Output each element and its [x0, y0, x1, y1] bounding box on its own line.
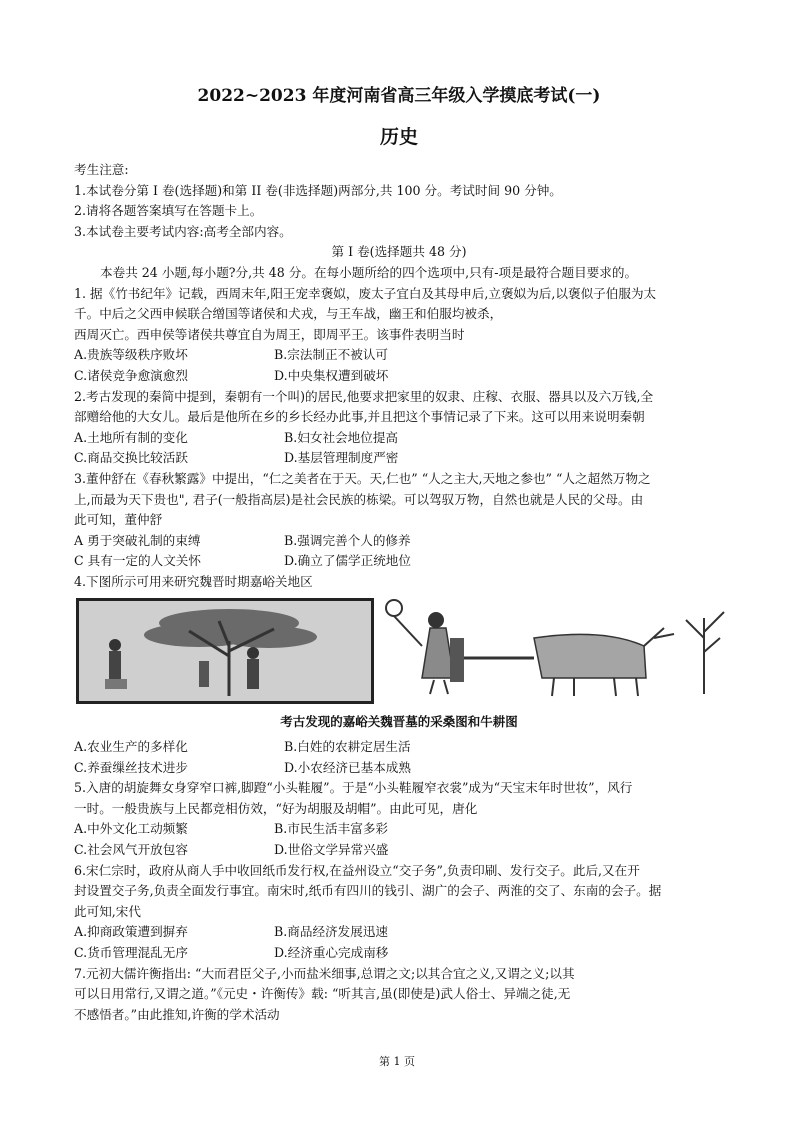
question-text: 7.元初大儒许衡指出: “大而君臣父子,小而盐米细事,总谓之文;以其合宜之义,又谓之义;以其 — [74, 965, 575, 981]
option-a: A.土地所有制的变化 — [74, 429, 188, 445]
option-b: B.妇女社会地位提高 — [284, 429, 399, 445]
figure-caption: 考古发现的嘉峪关魏晋墓的采桑图和牛耕图 — [280, 714, 518, 730]
question-text: 1. 据《竹书纪年》记载，西周末年,阳王宠幸褒姒，废太子宜白及其母申后,立褒姒为后,以褒似子伯服为太 — [74, 285, 657, 301]
question-text: 3.董仲舒在《春秋繁露》中提出，“仁之美者在于天。天,仁也” “人之主大,天地之参也” “人之超然万物之 — [74, 470, 651, 486]
ox-plowing-image — [374, 598, 734, 698]
option-c: C.社会风气开放包容 — [74, 842, 188, 858]
option-c: C.养蚕缫丝技术进步 — [74, 759, 188, 775]
subject-title: 历史 — [379, 126, 418, 148]
question-text: 此可知,宋代 — [74, 903, 141, 919]
question-7 — [74, 964, 724, 1026]
option-d: D.小农经济已基本成熟 — [284, 759, 411, 775]
notice-item: 2.请将各题答案填写在答题卡上。 — [74, 203, 263, 219]
notice-heading: 考生注意: — [74, 162, 129, 177]
option-a: A.中外文化工动频繁 — [74, 821, 188, 837]
option-d: D.世俗文学异常兴盛 — [274, 842, 389, 858]
option-d: D.基层管理制度严密 — [284, 450, 399, 466]
section-title: 第 I 卷(选择题共 48 分) — [331, 244, 467, 260]
question-text: 5.入唐的胡旋舞女身穿窄口裤,脚蹬“小头鞋履”。于是“小头鞋履窄衣裳”成为“天宝末年时世妆”，风行 — [74, 780, 633, 796]
question-text: 封设置交子务,负责全面发行事宜。南宋时,纸币有四川的钱引、湖广的会子、两淮的交了、东南的会子。据 — [74, 883, 662, 899]
question-text: 不感悟者。”由此推知,许衡的学术活动 — [74, 1006, 280, 1022]
mulberry-picking-image — [76, 598, 374, 704]
question-text: 6.宋仁宗时，政府从商人手中收回纸币发行权,在益州设立“交子务”,负责印刷、发行交子。此后,又在开 — [74, 862, 640, 878]
question-4 — [74, 572, 724, 778]
option-c: C.商品交换比较活跃 — [74, 450, 188, 466]
question-text: 2.考古发现的秦简中提到，秦朝有一个叫)的居民,他要求把家里的奴隶、庄稼、衣服、器具以及六万钱,全 — [74, 388, 654, 404]
option-c: C 具有一定的人文关怀 — [74, 553, 201, 569]
page-number: 第 1 页 — [379, 1055, 415, 1068]
option-a: A.农业生产的多样化 — [74, 739, 188, 755]
option-c: C.货币管理混乱无序 — [74, 945, 188, 960]
question-text: 一时。一般贵族与上民都竞相仿效，“好为胡服及胡帽”。由此可见，唐化 — [74, 800, 478, 816]
question-text: 4.下图所示可用来研究魏晋时期嘉峪关地区 — [74, 573, 313, 589]
exam-title: 2022~2023 年度河南省高三年级入学摸底考试(一) — [197, 86, 601, 106]
option-d: D.中央集权遭到破坏 — [274, 367, 389, 383]
question-5 — [74, 778, 724, 860]
question-text: 部赠给他的大女儿。最后是他所在乡的乡长经办此事,并且把这个事情记录了下来。这可以用来说明秦朝 — [74, 409, 645, 425]
question-text: 西周灭亡。西申侯等诸侯共尊宜自为周王，即周平王。该事件表明当时 — [74, 326, 465, 342]
option-d: D.经济重心完成南移 — [274, 945, 389, 960]
question-2 — [74, 387, 724, 469]
option-b: B.强调完善个人的修养 — [284, 532, 411, 548]
option-b: B.宗法制正不被认可 — [274, 347, 389, 363]
section-intro: 本卷共 24 小题,每小题?分,共 48 分。在每小题所给的四个选项中,只有-项是最符合题目要求的。 — [100, 264, 638, 280]
question-text: 此可知，董仲舒 — [74, 512, 163, 528]
question-text: 上,而最为天下贵也", 君子(一般指高层)是社会民族的栋梁。可以驾驭万物，自然也就是人民的父母。由 — [74, 491, 644, 507]
option-b: B.市民生活丰富多彩 — [274, 821, 389, 837]
notice-item: 3.本试卷主要考试内容:高考全部内容。 — [74, 223, 292, 239]
option-a: A 勇于突破礼制的束缚 — [74, 532, 201, 548]
option-c: C.诸侯竞争愈演愈烈 — [74, 367, 188, 383]
option-a: A.抑商政策遭到摒弃 — [74, 924, 188, 940]
exam-page — [74, 84, 724, 1025]
question-6 — [74, 861, 724, 964]
option-b: B.商品经济发展迅速 — [274, 924, 389, 940]
question-3 — [74, 469, 724, 572]
option-a: A.贵族等级秩序败坏 — [74, 347, 188, 363]
question-figure — [74, 598, 724, 710]
option-d: D.确立了儒学正统地位 — [284, 553, 411, 569]
option-b: B.白姓的农耕定居生活 — [284, 739, 411, 755]
question-text: 可以日用常行,又谓之道。”《元史・许衡传》载: “听其言,虽(即使是)武人俗士、异端之徒,无 — [74, 986, 571, 1002]
question-1 — [74, 284, 724, 387]
notice-item: 1.本试卷分第 I 卷(选择题)和第 II 卷(非选择题)两部分,共 100 分。考试时间 90 分钟。 — [74, 182, 562, 198]
question-text: 千。中后之父西申候联合缯国等诸侯和犬戎，与王车战，幽王和伯服均被杀， — [74, 306, 503, 322]
